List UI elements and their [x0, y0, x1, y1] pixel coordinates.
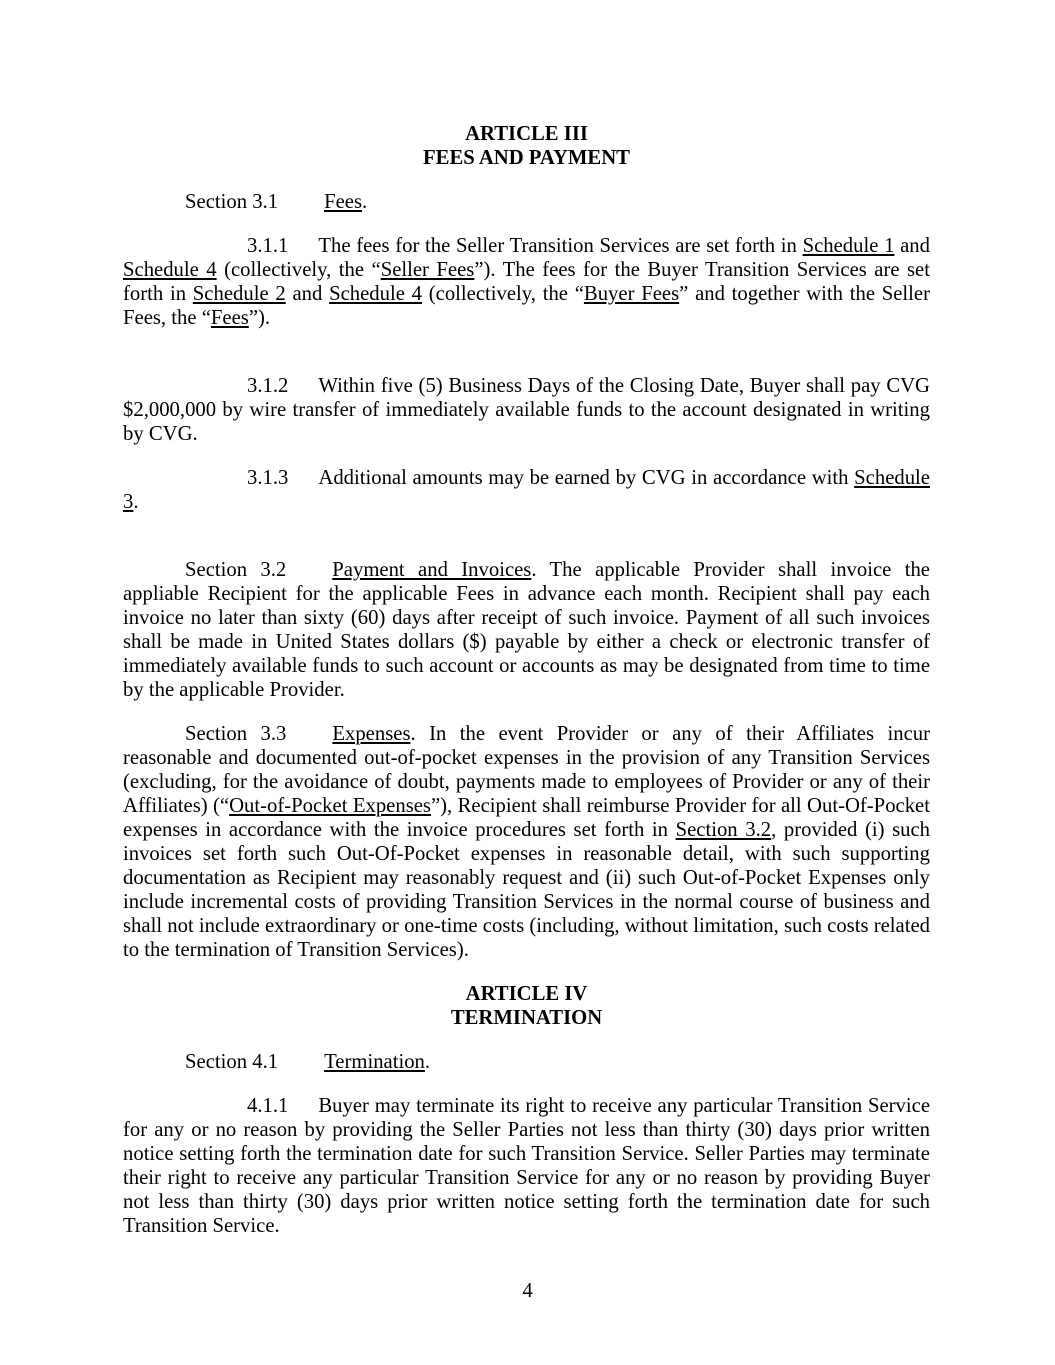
section-3-3-paragraph	[123, 722, 930, 962]
tab-space	[278, 190, 324, 214]
text-run: ” and together with the Seller Fees, the “	[123, 283, 930, 329]
underlined-term: Schedule 4	[123, 259, 217, 281]
text-run: (collectively, the “	[422, 283, 584, 305]
tab-space	[288, 234, 318, 258]
text-run: 4.1.1	[247, 1095, 289, 1117]
clause-4-1-1	[123, 1094, 930, 1238]
underlined-term: Termination	[324, 1051, 425, 1073]
text-run: . In the event Provider or any of their Affiliates incur reasonable and documented out-of-pocket expenses in the provision of any Transition Services (excluding, for the avoidance of doubt, payments made to employees of Provider or any of their Affiliates) (“	[123, 723, 930, 817]
text-run: ”), Recipient shall reimburse Provider for all Out-Of-Pocket expenses in accordance with the invoice procedures set forth in	[123, 795, 930, 841]
section-3-2-paragraph	[123, 558, 930, 702]
tab-space	[286, 722, 332, 746]
text-run: Buyer may terminate its right to receive any particular Transition Service for any or no reason by providing the Seller Parties not less than thirty (30) days prior written notice setting forth the termination date for such Transition Service. Seller Parties may terminate their right to receive any particular Transition Service for any or no reason by providing Buyer not less than thirty (30) days prior written notice setting forth the termination date for such Transition Service.	[123, 1095, 930, 1237]
underlined-term: Seller Fees	[380, 259, 475, 281]
underlined-term: Fees	[324, 191, 363, 213]
page-number: 4	[522, 1280, 533, 1302]
text-run: and	[285, 283, 330, 305]
article-title: FEES AND PAYMENT	[423, 147, 630, 169]
text-run: (collectively, the “	[216, 259, 381, 281]
tab-space	[288, 1094, 318, 1118]
underlined-term: Buyer Fees	[583, 283, 680, 305]
underlined-term: Schedule 4	[329, 283, 422, 305]
text-run: 3.1.2	[247, 375, 289, 397]
clause-3-1-2	[123, 374, 930, 446]
tab-space	[286, 558, 332, 582]
underlined-term: Payment and Invoices	[332, 559, 532, 581]
article-title: TERMINATION	[450, 1007, 603, 1029]
underlined-term: Section 3.2	[675, 819, 772, 841]
text-run: ”). The fees for the Buyer Transition Services are set forth in	[123, 259, 930, 305]
text-run: .	[362, 191, 368, 213]
text-run: Section 3.3	[185, 723, 287, 745]
text-run: 3.1.1	[247, 235, 289, 257]
text-run: and	[894, 235, 930, 257]
underlined-term: Out-of-Pocket Expenses	[229, 795, 431, 817]
underlined-term: Schedule 2	[192, 283, 286, 305]
section-3-1-heading	[123, 190, 930, 214]
text-run: . The applicable Provider shall invoice the appliable Recipient for the applicable Fees in advance each month. Recipient shall pay each invoice no later than sixty (60) days after receipt of such invoice. Payment of all such invoices shall be made in United States dollars ($) payable by either a check or electronic transfer of immediately available funds to such account or accounts as may be designated from time to time by the applicable Provider.	[123, 559, 930, 701]
clause-3-1-3	[123, 466, 930, 514]
article-number: ARTICLE IV	[465, 983, 588, 1005]
text-run: Within five (5) Business Days of the Closing Date, Buyer shall pay CVG $2,000,000 by wire transfer of immediately available funds to the account designated in writing by CVG.	[123, 375, 930, 445]
underlined-term: Schedule 1	[802, 235, 895, 257]
article-number: ARTICLE III	[465, 123, 588, 145]
tab-space	[288, 374, 318, 398]
article-iii-heading	[123, 122, 930, 170]
text-run: .	[133, 491, 139, 513]
text-run: Section 3.2	[185, 559, 287, 581]
text-run: , provided (i) such invoices set forth such Out-Of-Pocket expenses in reasonable detail, with such supporting documentation as Recipient may reasonably request and (ii) such Out-of-Pocket Expenses only include incremental costs of providing Transition Services in the normal course of business and shall not include extraordinary or one-time costs (including, without limitation, such costs related to the termination of Transition Services).	[123, 819, 930, 961]
text-run: Section 3.1	[185, 191, 279, 213]
tab-space	[278, 1050, 324, 1074]
text-run: .	[424, 1051, 431, 1073]
text-run: Additional amounts may be earned by CVG in accordance with	[318, 467, 855, 489]
clause-3-1-1	[123, 234, 930, 330]
underlined-term: Expenses	[332, 723, 411, 745]
article-iv-heading	[123, 982, 930, 1030]
section-4-1-heading	[123, 1050, 930, 1074]
text-run: Section 4.1	[185, 1051, 279, 1073]
text-run: 3.1.3	[247, 467, 289, 489]
tab-space	[288, 466, 318, 490]
underlined-term: Fees	[210, 307, 249, 329]
text-run: The fees for the Seller Transition Services are set forth in	[318, 235, 803, 257]
underlined-term: Schedule 3	[123, 467, 930, 513]
text-run: ”).	[248, 307, 271, 329]
